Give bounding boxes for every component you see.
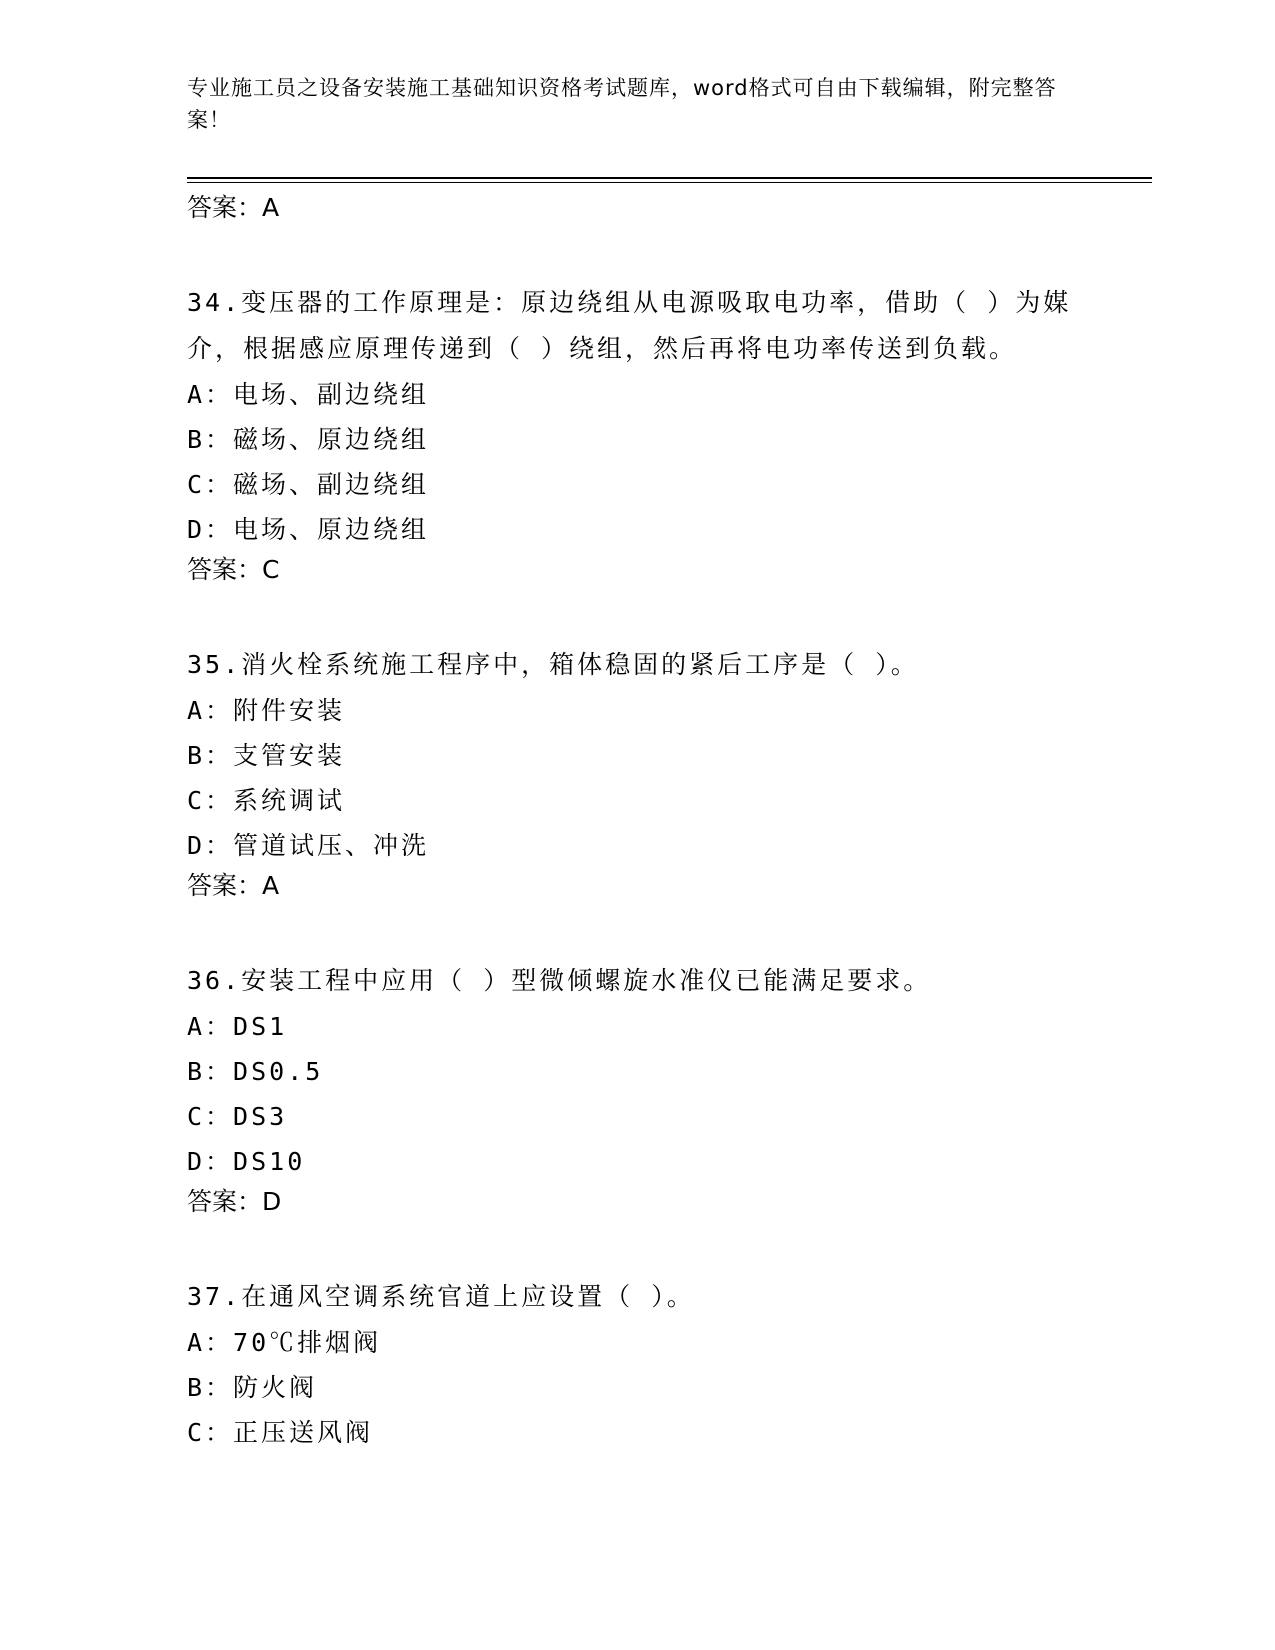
option-c: C：系统调试 <box>187 786 346 815</box>
option-c: C：DS3 <box>187 1102 288 1131</box>
question-text: 37.在通风空调系统官道上应设置（ ）。 <box>187 1282 695 1311</box>
answer: 答案：C <box>187 555 280 584</box>
answer-33: 答案：A <box>187 193 280 222</box>
option-a: A：70℃排烟阀 <box>187 1328 382 1357</box>
option-b: B：防火阀 <box>187 1373 318 1402</box>
answer: 答案：A <box>187 871 280 900</box>
option-c: C：磁场、副边绕组 <box>187 470 430 499</box>
question-35 <box>187 642 1107 904</box>
option-b: B：磁场、原边绕组 <box>187 425 430 454</box>
option-a: A：DS1 <box>187 1012 288 1041</box>
question-list <box>187 190 1107 1455</box>
question-text: 34.变压器的工作原理是：原边绕组从电源吸取电功率，借助（ ）为媒介，根据感应原理传递到（ ）绕组，然后再将电功率传送到负载。 <box>187 288 1072 363</box>
option-a: A：附件安装 <box>187 696 346 725</box>
document-header: 专业施工员之设备安装施工基础知识资格考试题库，word格式可自由下载编辑，附完整答案！ <box>187 76 1057 132</box>
question-36 <box>187 958 1107 1220</box>
header-divider-thin <box>187 182 1152 183</box>
question-text: 36.安装工程中应用（ ）型微倾螺旋水准仪已能满足要求。 <box>187 966 932 995</box>
question-text: 35.消火栓系统施工程序中，箱体稳固的紧后工序是（ ）。 <box>187 650 919 679</box>
header-divider <box>187 177 1152 179</box>
option-d: D：管道试压、冲洗 <box>187 831 430 860</box>
option-c: C：正压送风阀 <box>187 1418 374 1447</box>
option-d: D：DS10 <box>187 1147 306 1176</box>
question-37 <box>187 1274 1107 1455</box>
answer: 答案：D <box>187 1187 282 1216</box>
option-b: B：DS0.5 <box>187 1057 324 1086</box>
option-a: A：电场、副边绕组 <box>187 380 430 409</box>
option-b: B：支管安装 <box>187 741 346 770</box>
option-d: D：电场、原边绕组 <box>187 515 430 544</box>
question-34 <box>187 280 1107 588</box>
